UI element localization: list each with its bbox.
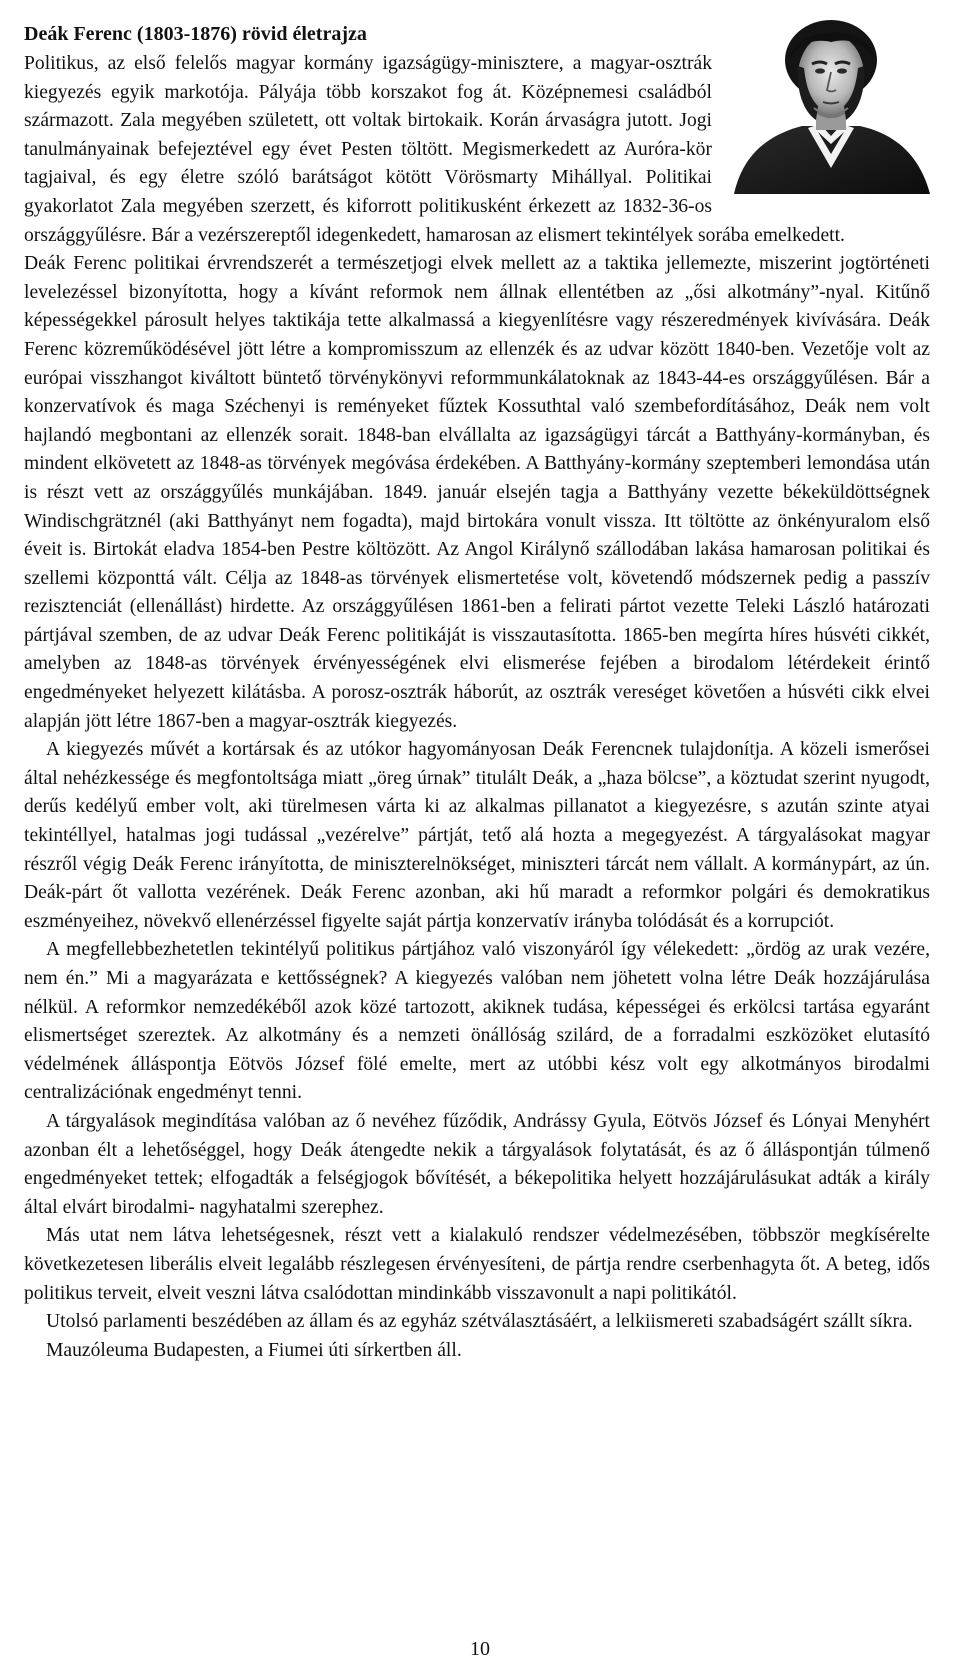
paragraph-6: Más utat nem látva lehetségesnek, részt vett a kialakuló rendszer védelmezésében, többször megkísérelte következetesen liberális elveit legalább részlegesen érvényesíteni, de pártja rendre cserbenhagyta őt. A beteg, idős politikus terveit, elveit veszni látva csalódottan mindinkább visszavonult a napi politikától. [24,1225,930,1304]
paragraph-3: A kiegyezés művét a kortársak és az utókor hagyományosan Deák Ferencnek tulajdonítja. A közeli ismerősei által nehézkessége és megfontoltsága miatt „öreg úrnak” titulált Deák, a „haza bölcse”, a köztudat szerint nyugodt, derűs kedélyű ember volt, aki türelmesen várta ki az alkalmas pillanatot a kiegyezésre, s azután szinte atyai tekintéllyel, hatalmas jogi tudással „vezérelve” pártját, tető alá hozta a megegyezést. A tárgyalásokat magyar részről végig Deák Ferenc irányította, de miniszterelnökséget, miniszteri tárcát nem vállalt. A kormánypárt, az ún. Deák-párt őt vallotta vezérének. Deák Ferenc azonban, aki hű maradt a reformkor polgári és demokratikus eszményeihez, növekvő ellenérzéssel figyelte saját pártja konzervatív irányba tolódását és a korrupciót. [24,739,930,932]
paragraph-8: Mauzóleuma Budapesten, a Fiumei úti sírkertben áll. [46,1339,462,1361]
document-body [24,20,930,1365]
paragraph-4: A megfellebbezhetetlen tekintélyű politikus pártjához való viszonyáról így vélekedett: „ördög az urak vezére, nem én.” Mi a magyarázata e kettősségnek? A kiegyezés valóban nem jöhetett volna létre Deák hozzájárulása nélkül. A reformkor nemzedékéből azok közé tartozott, akiknek tudása, képességei és erkölcsi tartása egyaránt elismertséget szereztek. Az alkotmány és a nemzeti önállóság szilárd, de a forradalmi eszközöket elutasító védelmének álláspontja Eötvös József fölé emelte, mert az utóbbi kész volt egy alkotmányos birodalmi centralizációnak engedményt tenni. [24,939,930,1104]
paragraph-2: Deák Ferenc politikai érvrendszerét a természetjogi elvek mellett az a taktika jellemezte, miszerint jogtörténeti levelezéssel bizonyította, hogy a kívánt reformok nem állnak ellentétben az „ősi alkotmány”-nyal. Kitűnő képességekkel párosult helyes taktikája tette alkalmassá a kiegyenlítésre vagy részeredmények kivívására. Deák Ferenc közreműködésével jött létre a kompromisszum az ellenzék és az udvar között 1840-ben. Vezetője volt az európai visszhangot kiváltott büntető törvénykönyvi reformmunkálatoknak az 1843-44-es országgyűlésen. Bár a konzervatívok és maga Széchenyi is reményeket fűztek Kossuthtal való szembefordításához, Deák nem volt hajlandó megbontani az ellenzék sorait. 1848-ban elvállalta az igazságügyi tárcát a Batthyány-kormányban, és mindent elkövetett az 1848-as törvények megóvása érdekében. A Batthyány-kormány szeptemberi lemondása után is részt vett az országgyűlés munkájában. 1849. január elsején tagja a Batthyány vezette békeküldöttségnek Windischgrätznél (aki Batthyányt nem fogadta), majd birtokára vonult vissza. Itt töltötte az önkényuralom első éveit is. Birtokát eladva 1854-ben Pestre költözött. Az Angol Királynő szállodában lakása hamarosan politikai és szellemi központtá vált. Célja az 1848-as törvények elismertetése volt, követendő módszernek pedig a passzív rezisztenciát (ellenállást) hirdette. Az országgyűlésen 1861-ben a felirati pártot vezette Teleki László határozati pártjával szemben, de az udvar Deák Ferenc politikáját is visszautasította. 1865-ben megírta híres húsvéti cikkét, amelyben az 1848-as törvények érvényességének elvi elismerése fejében a birodalom létérdekeit érintő engedményeket helyezett kilátásba. A porosz-osztrák háborút, az osztrák vereséget követően a húsvéti cikk elvei alapján jött létre 1867-ben a magyar-osztrák kiegyezés. [24,253,930,732]
paragraph-1: Politikus, az első felelős magyar kormány igazságügy-minisztere, a magyar-osztrák kiegyezés egyik markotója. Pályája több korszakot fog át. Középnemesi családból származott. Zala megyében született, ott voltak birtokaik. Korán árvaságra jutott. Jogi tanulmányainak befejeztével egy évet Pesten töltött. Megismerkedett az Auróra-kör tagjaival, és egy életre szóló barátságot kötött Vörösmarty Mihállyal. Politikai gyakorlatot Zala megyében szerzett, és kiforrott politikusként érkezett az 1832-36-os országgyűlésre. Bár a vezérszereptől idegenkedett, hamarosan az elismert tekintélyek sorába emelkedett. [24,53,845,246]
portrait-engraving [724,8,938,194]
portrait-image [724,8,938,194]
paragraph-7: Utolsó parlamenti beszédében az állam és az egyház szétválasztásáért, a lelkiismereti szabadságért szállt síkra. [46,1311,913,1333]
document-title: Deák Ferenc (1803-1876) rövid életrajza [24,23,367,45]
page-number: 10 [470,1638,490,1660]
paragraph-5: A tárgyalások megindítása valóban az ő nevéhez fűződik, Andrássy Gyula, Eötvös József és Lónyai Menyhért azonban élt a lehetőséggel, hogy Deák átengedte nekik a tárgyalások folytatását, és az ő álláspontján túlmenő engedményeket tettek; elfogadták a felségjogok bővítését, a békepolitika helyett hozzájárulásukat adták a király által elvárt birodalmi- nagyhatalmi szerephez. [24,1110,930,1218]
